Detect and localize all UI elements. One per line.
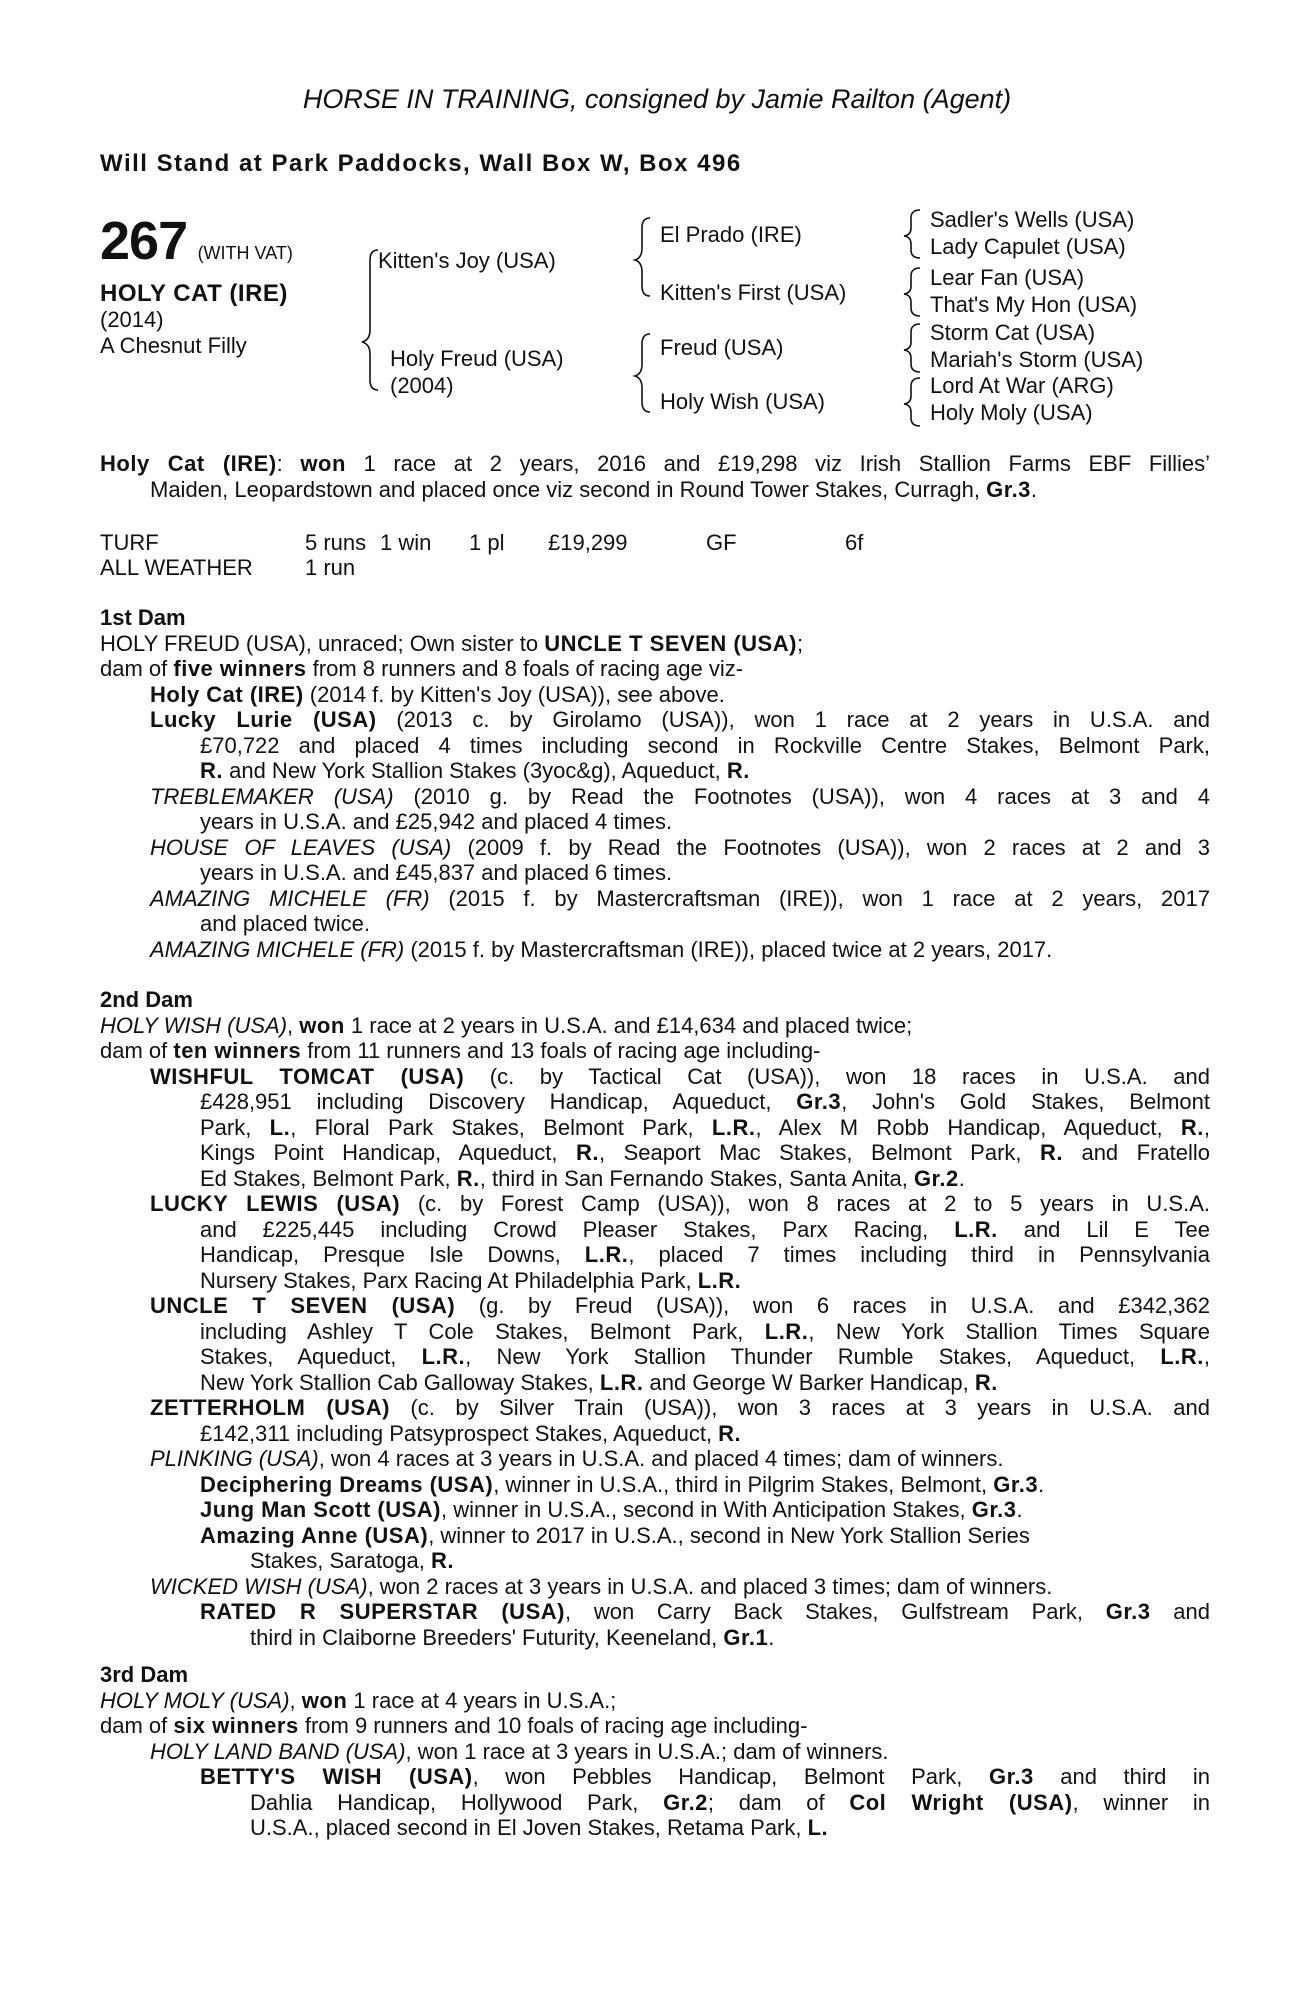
- d3-b1g: Gr.3: [988, 1764, 1034, 1789]
- rated-r-superstar-1: [100, 1599, 1210, 1625]
- d1-p1b: Holy Cat (IRE): [150, 681, 304, 707]
- progeny-holy-cat: [100, 682, 1210, 708]
- d2-a4c: and Fratello: [1062, 1140, 1210, 1165]
- d2-c3g2: L.R.: [1160, 1344, 1204, 1369]
- d1-p5i: AMAZING MICHELE (FR): [150, 885, 430, 911]
- zetterholm-1: [100, 1395, 1210, 1421]
- stat-turf-runs: 5 runs: [305, 530, 367, 555]
- d2-a3c: , Alex M Robb Handicap, Aqueduct,: [755, 1114, 1181, 1140]
- d1-p2: (2013 c. by Girolamo (USA)), won 1 race at 2 years in U.S.A. and: [376, 707, 1210, 732]
- stat-turf-label: TURF: [100, 530, 159, 555]
- vat-note: (WITH VAT): [197, 243, 293, 263]
- d2-d1: (c. by Silver Train (USA)), won 3 races at 3 years in U.S.A. and: [389, 1395, 1210, 1420]
- third-dam-heading: 3rd Dam: [100, 1662, 189, 1687]
- d2-c2g: L.R.: [764, 1318, 809, 1344]
- d2-a2g: Gr.3: [796, 1089, 842, 1114]
- stat-aw-label: ALL WEATHER: [100, 555, 253, 580]
- ped-sss: Sadler's Wells (USA): [930, 207, 1135, 232]
- progeny-house-of-leaves-2: years in U.S.A. and £45,837 and placed 6 times.: [200, 860, 673, 885]
- lot-number: 267: [100, 211, 188, 271]
- d3-l2a: dam of: [100, 1713, 174, 1738]
- d3-l1s: ,: [289, 1687, 302, 1713]
- race-summary: [100, 451, 1210, 502]
- d1-l1b: UNCLE T SEVEN (USA): [544, 630, 797, 656]
- third-dam-line-1: [100, 1688, 1210, 1714]
- d2-a5g2: Gr.2: [913, 1165, 959, 1191]
- bracket-gen3-b: [904, 268, 920, 316]
- d2-a5c: .: [958, 1165, 965, 1191]
- progeny-lucky-lurie-2: £70,722 and placed 4 times including second in Rockville Centre Stakes, Belmont Park,: [200, 732, 1210, 758]
- progeny-treblemaker: [100, 784, 1210, 810]
- d2-b4a: Nursery Stakes, Parx Racing At Philadelphia Park,: [200, 1267, 698, 1293]
- d2-b4g: L.R.: [697, 1267, 742, 1293]
- d2-a3d: ,: [1203, 1114, 1210, 1140]
- deciphering-dreams: [100, 1472, 1210, 1498]
- stat-aw-runs: 1 run: [305, 555, 356, 580]
- lucky-lewis-4: [100, 1268, 1210, 1294]
- d2-c2a: including Ashley T Cole Stakes, Belmont Park,: [200, 1318, 765, 1344]
- ped-dam-year: (2004): [390, 373, 454, 398]
- jung-man-scott: [100, 1497, 1210, 1523]
- d2-c3g: L.R.: [421, 1344, 466, 1369]
- d1-l2c: from 8 runners and 8 foals of racing age viz-: [306, 656, 744, 681]
- d2-a5b: , third in San Fernando Stakes, Santa Anita,: [479, 1165, 914, 1191]
- d3-a1: , won 1 race at 3 years in U.S.A.; dam of winners.: [405, 1738, 889, 1764]
- d3-b2b: ; dam of: [707, 1789, 850, 1815]
- d3-b2c: , winner in: [1072, 1789, 1210, 1815]
- d2-a3g3: R.: [1180, 1114, 1204, 1140]
- d2-d2g: R.: [718, 1420, 742, 1446]
- bracket-gen3-a: [904, 210, 920, 258]
- d2-l1s: ,: [287, 1012, 300, 1038]
- d2-a5g: R.: [456, 1165, 480, 1191]
- venue-line: Will Stand at Park Paddocks, Wall Box W, Box 496: [100, 150, 742, 177]
- summary-grade: Gr.3: [986, 476, 1031, 502]
- uncle-t-seven-1: [100, 1293, 1210, 1319]
- d2-b1: (c. by Forest Camp (USA)), won 8 races at 2 to 5 years in U.S.A.: [400, 1191, 1210, 1216]
- d3-b2n: Col Wright (USA): [849, 1789, 1073, 1815]
- ped-sire: Kitten's Joy (USA): [378, 248, 556, 273]
- d2-e1: , won 4 races at 3 years in U.S.A. and placed 4 times; dam of winners.: [318, 1446, 1004, 1471]
- d2-l2c: from 11 runners and 13 foals of racing age including-: [301, 1038, 821, 1063]
- d2-c4g2: R.: [974, 1369, 998, 1395]
- d3-b-b: BETTY'S WISH (USA): [200, 1764, 473, 1789]
- d3-b1b: and third in: [1033, 1764, 1210, 1789]
- wishful-tomcat-2: [100, 1089, 1210, 1115]
- first-dam-line-2: [100, 656, 1210, 682]
- ped-ss: El Prado (IRE): [660, 222, 802, 247]
- holy-land-band: [100, 1739, 1210, 1765]
- d1-l1: HOLY FREUD (USA), unraced; Own sister to: [100, 630, 545, 656]
- wishful-tomcat-3: [100, 1115, 1210, 1141]
- d2-e-b-e: .: [1016, 1497, 1023, 1522]
- d1-p2b: Lucky Lurie (USA): [150, 707, 377, 732]
- progeny-amazing-michele-b: [100, 937, 1210, 963]
- d2-c4b: and George W Barker Handicap,: [643, 1369, 975, 1395]
- plinking-1: [100, 1446, 1210, 1472]
- d3-b2g: Gr.2: [663, 1789, 708, 1815]
- d2-c1: (g. by Freud (USA)), won 6 races in U.S.A. and £342,362: [455, 1293, 1210, 1318]
- d2-l2b: ten winners: [173, 1038, 302, 1063]
- d2-c3b: , New York Stallion Thunder Rumble Stakes, Aqueduct,: [465, 1344, 1161, 1369]
- stat-turf-prize: £19,299: [548, 530, 628, 555]
- d2-c3c: ,: [1203, 1344, 1210, 1369]
- d2-e-c2a: Stakes, Saratoga,: [250, 1548, 431, 1573]
- summary-won: won: [300, 451, 346, 476]
- d1-l2a: dam of: [100, 656, 174, 681]
- d2-b3b: , placed 7 times including third in Pennsylvania: [628, 1242, 1210, 1267]
- d2-e-b-b: Jung Man Scott (USA): [200, 1497, 441, 1522]
- bracket-gen2-sire: [635, 218, 650, 296]
- d2-l2a: dam of: [100, 1038, 174, 1063]
- d2-a4g2: R.: [1039, 1140, 1063, 1165]
- ped-dsd: Mariah's Storm (USA): [930, 347, 1144, 372]
- d3-l2b: six winners: [173, 1713, 299, 1738]
- amazing-anne-1: [100, 1523, 1210, 1549]
- d2-l1: 1 race at 2 years in U.S.A. and £14,634 and placed twice;: [344, 1012, 913, 1038]
- d2-f-a: , won Carry Back Stakes, Gulfstream Park,: [564, 1599, 1106, 1624]
- summary-line-2: [100, 477, 1210, 503]
- d3-l1b: won: [301, 1687, 348, 1713]
- lucky-lewis-2: [100, 1217, 1210, 1243]
- horse-name: HOLY CAT (IRE): [100, 280, 288, 307]
- d2-f-a2g: Gr.1: [723, 1624, 769, 1650]
- d1-p6: (2015 f. by Mastercraftsman (IRE)), placed twice at 2 years, 2017.: [404, 936, 1053, 962]
- d2-f-a2a: third in Claiborne Breeders' Futurity, Keeneland,: [250, 1624, 724, 1650]
- uncle-t-seven-4: [100, 1370, 1210, 1396]
- summary-end: .: [1030, 476, 1038, 502]
- d2-a4a: Kings Point Handicap, Aqueduct,: [200, 1140, 576, 1165]
- ped-dss: Storm Cat (USA): [930, 320, 1096, 345]
- d1-p4: (2009 f. by Read the Footnotes (USA)), won 2 races at 2 and 3: [451, 834, 1210, 860]
- second-dam-heading: 2nd Dam: [100, 987, 193, 1012]
- d2-a4g: R.: [576, 1140, 599, 1165]
- d2-a2b: , John's Gold Stakes, Belmont: [841, 1089, 1210, 1114]
- third-dam-line-2: [100, 1713, 1210, 1739]
- d2-c-b: UNCLE T SEVEN (USA): [150, 1293, 456, 1318]
- ped-ds: Freud (USA): [660, 335, 784, 360]
- d2-a-b: WISHFUL TOMCAT (USA): [150, 1063, 465, 1089]
- d2-f-a-b: RATED R SUPERSTAR (USA): [200, 1599, 565, 1624]
- d2-e-a: , winner in U.S.A., third in Pilgrim Stakes, Belmont,: [493, 1471, 994, 1497]
- d2-c3a: Stakes, Aqueduct,: [200, 1344, 422, 1369]
- d2-b3a: Handicap, Presque Isle Downs,: [200, 1242, 585, 1267]
- ped-dds: Lord At War (ARG): [930, 373, 1114, 398]
- d3-l1: 1 race at 4 years in U.S.A.;: [347, 1687, 617, 1713]
- d3-b2a: Dahlia Handicap, Hollywood Park,: [250, 1789, 664, 1815]
- d2-c4g: L.R.: [599, 1369, 644, 1395]
- summary-line-1: Holy Cat (IRE): won 1 race at 2 years, 2016 and £19,298 viz Irish Stallion Farms EBF Fillies’: [100, 451, 1210, 476]
- d2-f-a2e: .: [768, 1624, 775, 1650]
- bracket-gen1: [362, 250, 378, 390]
- foaling-year: (2014): [100, 307, 164, 332]
- bracket-gen3-c: [904, 324, 920, 372]
- ped-ddd: Holy Moly (USA): [930, 400, 1093, 425]
- ped-sds: Lear Fan (USA): [930, 265, 1085, 290]
- d2-f1: , won 2 races at 3 years in U.S.A. and placed 3 times; dam of winners.: [367, 1573, 1053, 1599]
- d2-l1i: HOLY WISH (USA): [100, 1012, 288, 1038]
- d3-l2c: from 9 runners and 10 foals of racing age including-: [298, 1713, 808, 1738]
- d2-a3g2: L.R.: [711, 1114, 756, 1140]
- d1-l1e: ;: [796, 630, 804, 656]
- d1-p4i: HOUSE OF LEAVES (USA): [150, 834, 452, 860]
- d2-e-a-g: Gr.3: [993, 1471, 1039, 1497]
- first-dam-heading: 1st Dam: [100, 605, 186, 630]
- wishful-tomcat-4: [100, 1140, 1210, 1166]
- summary-text-1: 1 race at 2 years, 2016 and £19,298 viz Irish Stallion Farms EBF Fillies’: [345, 451, 1210, 476]
- d3-b3a: U.S.A., placed second in El Joven Stakes, Retama Park,: [250, 1815, 808, 1840]
- progeny-amazing-michele-2: and placed twice.: [200, 911, 370, 936]
- d2-l1b: won: [299, 1012, 345, 1038]
- d2-e-b: , winner in U.S.A., second in With Anticipation Stakes,: [441, 1497, 972, 1522]
- lucky-lewis-3: [100, 1242, 1210, 1268]
- summary-text-2: Maiden, Leopardstown and placed once viz second in Round Tower Stakes, Curragh,: [150, 476, 987, 502]
- d2-e-i: PLINKING (USA): [150, 1446, 319, 1471]
- d2-a1: (c. by Tactical Cat (USA)), won 18 races in U.S.A. and: [464, 1063, 1210, 1089]
- progeny-lucky-lurie-3: [100, 758, 1210, 784]
- first-dam-section: [100, 605, 1210, 962]
- d1-p2l3c: R.: [726, 758, 750, 783]
- ped-sd: Kitten's First (USA): [660, 280, 847, 305]
- summary-horse-name: Holy Cat (IRE): [100, 451, 277, 476]
- d2-f-a-c: and: [1150, 1599, 1210, 1624]
- d2-e-c-b: Amazing Anne (USA): [200, 1522, 429, 1548]
- second-dam-section: [100, 987, 1210, 1650]
- d2-f-a-g: Gr.3: [1105, 1599, 1151, 1624]
- amazing-anne-2: [100, 1548, 1210, 1574]
- bettys-wish-1: [100, 1764, 1210, 1790]
- d2-b3g: L.R.: [584, 1242, 629, 1267]
- progeny-treblemaker-2: years in U.S.A. and £25,942 and placed 4 times.: [200, 809, 673, 834]
- first-dam-line-1: [100, 631, 1210, 657]
- d2-c2b: , New York Stallion Times Square: [808, 1318, 1210, 1344]
- d2-b2a: and £225,445 including Crowd Pleaser Stakes, Parx Racing,: [200, 1216, 955, 1242]
- d2-f-i: WICKED WISH (USA): [150, 1573, 368, 1599]
- stat-turf-going: GF: [706, 530, 737, 555]
- d2-e-a-b: Deciphering Dreams (USA): [200, 1471, 494, 1497]
- second-dam-line-1: [100, 1013, 1210, 1039]
- d2-a5a: Ed Stakes, Belmont Park,: [200, 1165, 457, 1191]
- d1-p2l3: and New York Stallion Stakes (3yoc&g), Aqueduct,: [223, 758, 727, 783]
- ped-ssd: Lady Capulet (USA): [930, 234, 1126, 259]
- uncle-t-seven-2: [100, 1319, 1210, 1345]
- d2-a3g: L.: [269, 1114, 291, 1140]
- bettys-wish-2: [100, 1790, 1210, 1816]
- d1-l2b: five winners: [173, 656, 307, 681]
- bracket-gen3-d: [904, 378, 920, 426]
- third-dam-section: [100, 1662, 1210, 1841]
- d3-b1a: , won Pebbles Handicap, Belmont Park,: [472, 1764, 989, 1789]
- d1-p1: (2014 f. by Kitten's Joy (USA)), see above.: [303, 681, 725, 707]
- uncle-t-seven-3: [100, 1344, 1210, 1370]
- wicked-wish-1: [100, 1574, 1210, 1600]
- d3-b3g: L.: [807, 1815, 829, 1840]
- d3-l1i: HOLY MOLY (USA): [100, 1687, 290, 1713]
- progeny-amazing-michele: [100, 886, 1210, 912]
- d2-a4b: , Seaport Mac Stakes, Belmont Park,: [599, 1140, 1040, 1165]
- d1-p3: (2010 g. by Read the Footnotes (USA)), won 4 races at 3 and 4: [393, 783, 1210, 809]
- d2-e-c2g: R.: [431, 1548, 454, 1573]
- wishful-tomcat-1: [100, 1064, 1210, 1090]
- ped-dd: Holy Wish (USA): [660, 389, 826, 414]
- d2-d-b: ZETTERHOLM (USA): [150, 1395, 390, 1420]
- progeny-lucky-lurie: [100, 707, 1210, 733]
- wishful-tomcat-5: [100, 1166, 1210, 1192]
- second-dam-line-2: [100, 1038, 1210, 1064]
- d1-p2l3b: R.: [200, 758, 223, 783]
- d2-e-c: , winner to 2017 in U.S.A., second in New York Stallion Series: [428, 1522, 1030, 1548]
- stat-turf-dist: 6f: [845, 530, 864, 555]
- d1-p6i: AMAZING MICHELE (FR): [150, 936, 405, 962]
- ped-sdd: That's My Hon (USA): [930, 292, 1138, 317]
- bracket-gen2-dam: [635, 334, 650, 412]
- d2-d2a: £142,311 including Patsyprospect Stakes, Aqueduct,: [200, 1420, 719, 1446]
- page-header: HORSE IN TRAINING, consigned by Jamie Railton (Agent): [302, 84, 1012, 114]
- rated-r-superstar-2: [100, 1625, 1210, 1651]
- progeny-house-of-leaves: [100, 835, 1210, 861]
- ped-dam: Holy Freud (USA): [390, 346, 564, 371]
- horse-description: A Chesnut Filly: [100, 333, 247, 358]
- d2-a3a: Park,: [200, 1114, 270, 1140]
- d2-e-a-e: .: [1038, 1471, 1045, 1497]
- stat-turf-wins: 1 win: [380, 530, 432, 555]
- zetterholm-2: [100, 1421, 1210, 1447]
- d2-a3b: , Floral Park Stakes, Belmont Park,: [290, 1114, 712, 1140]
- d1-p3i: TREBLEMAKER (USA): [150, 783, 394, 809]
- d2-c4a: New York Stallion Cab Galloway Stakes,: [200, 1369, 600, 1395]
- bettys-wish-3: [100, 1815, 1210, 1841]
- d3-a-i: HOLY LAND BAND (USA): [150, 1738, 406, 1764]
- d1-p5: (2015 f. by Mastercraftsman (IRE)), won 1 race at 2 years, 2017: [429, 885, 1211, 911]
- d2-e-b-g: Gr.3: [971, 1497, 1017, 1522]
- lucky-lewis-1: [100, 1191, 1210, 1217]
- d2-a2a: £428,951 including Discovery Handicap, Aqueduct,: [200, 1089, 797, 1114]
- stat-turf-placed: 1 pl: [469, 530, 505, 555]
- d2-b2b: and Lil E Tee: [997, 1216, 1210, 1242]
- d2-b2g: L.R.: [954, 1216, 998, 1242]
- d2-b-b: LUCKY LEWIS (USA): [150, 1191, 401, 1216]
